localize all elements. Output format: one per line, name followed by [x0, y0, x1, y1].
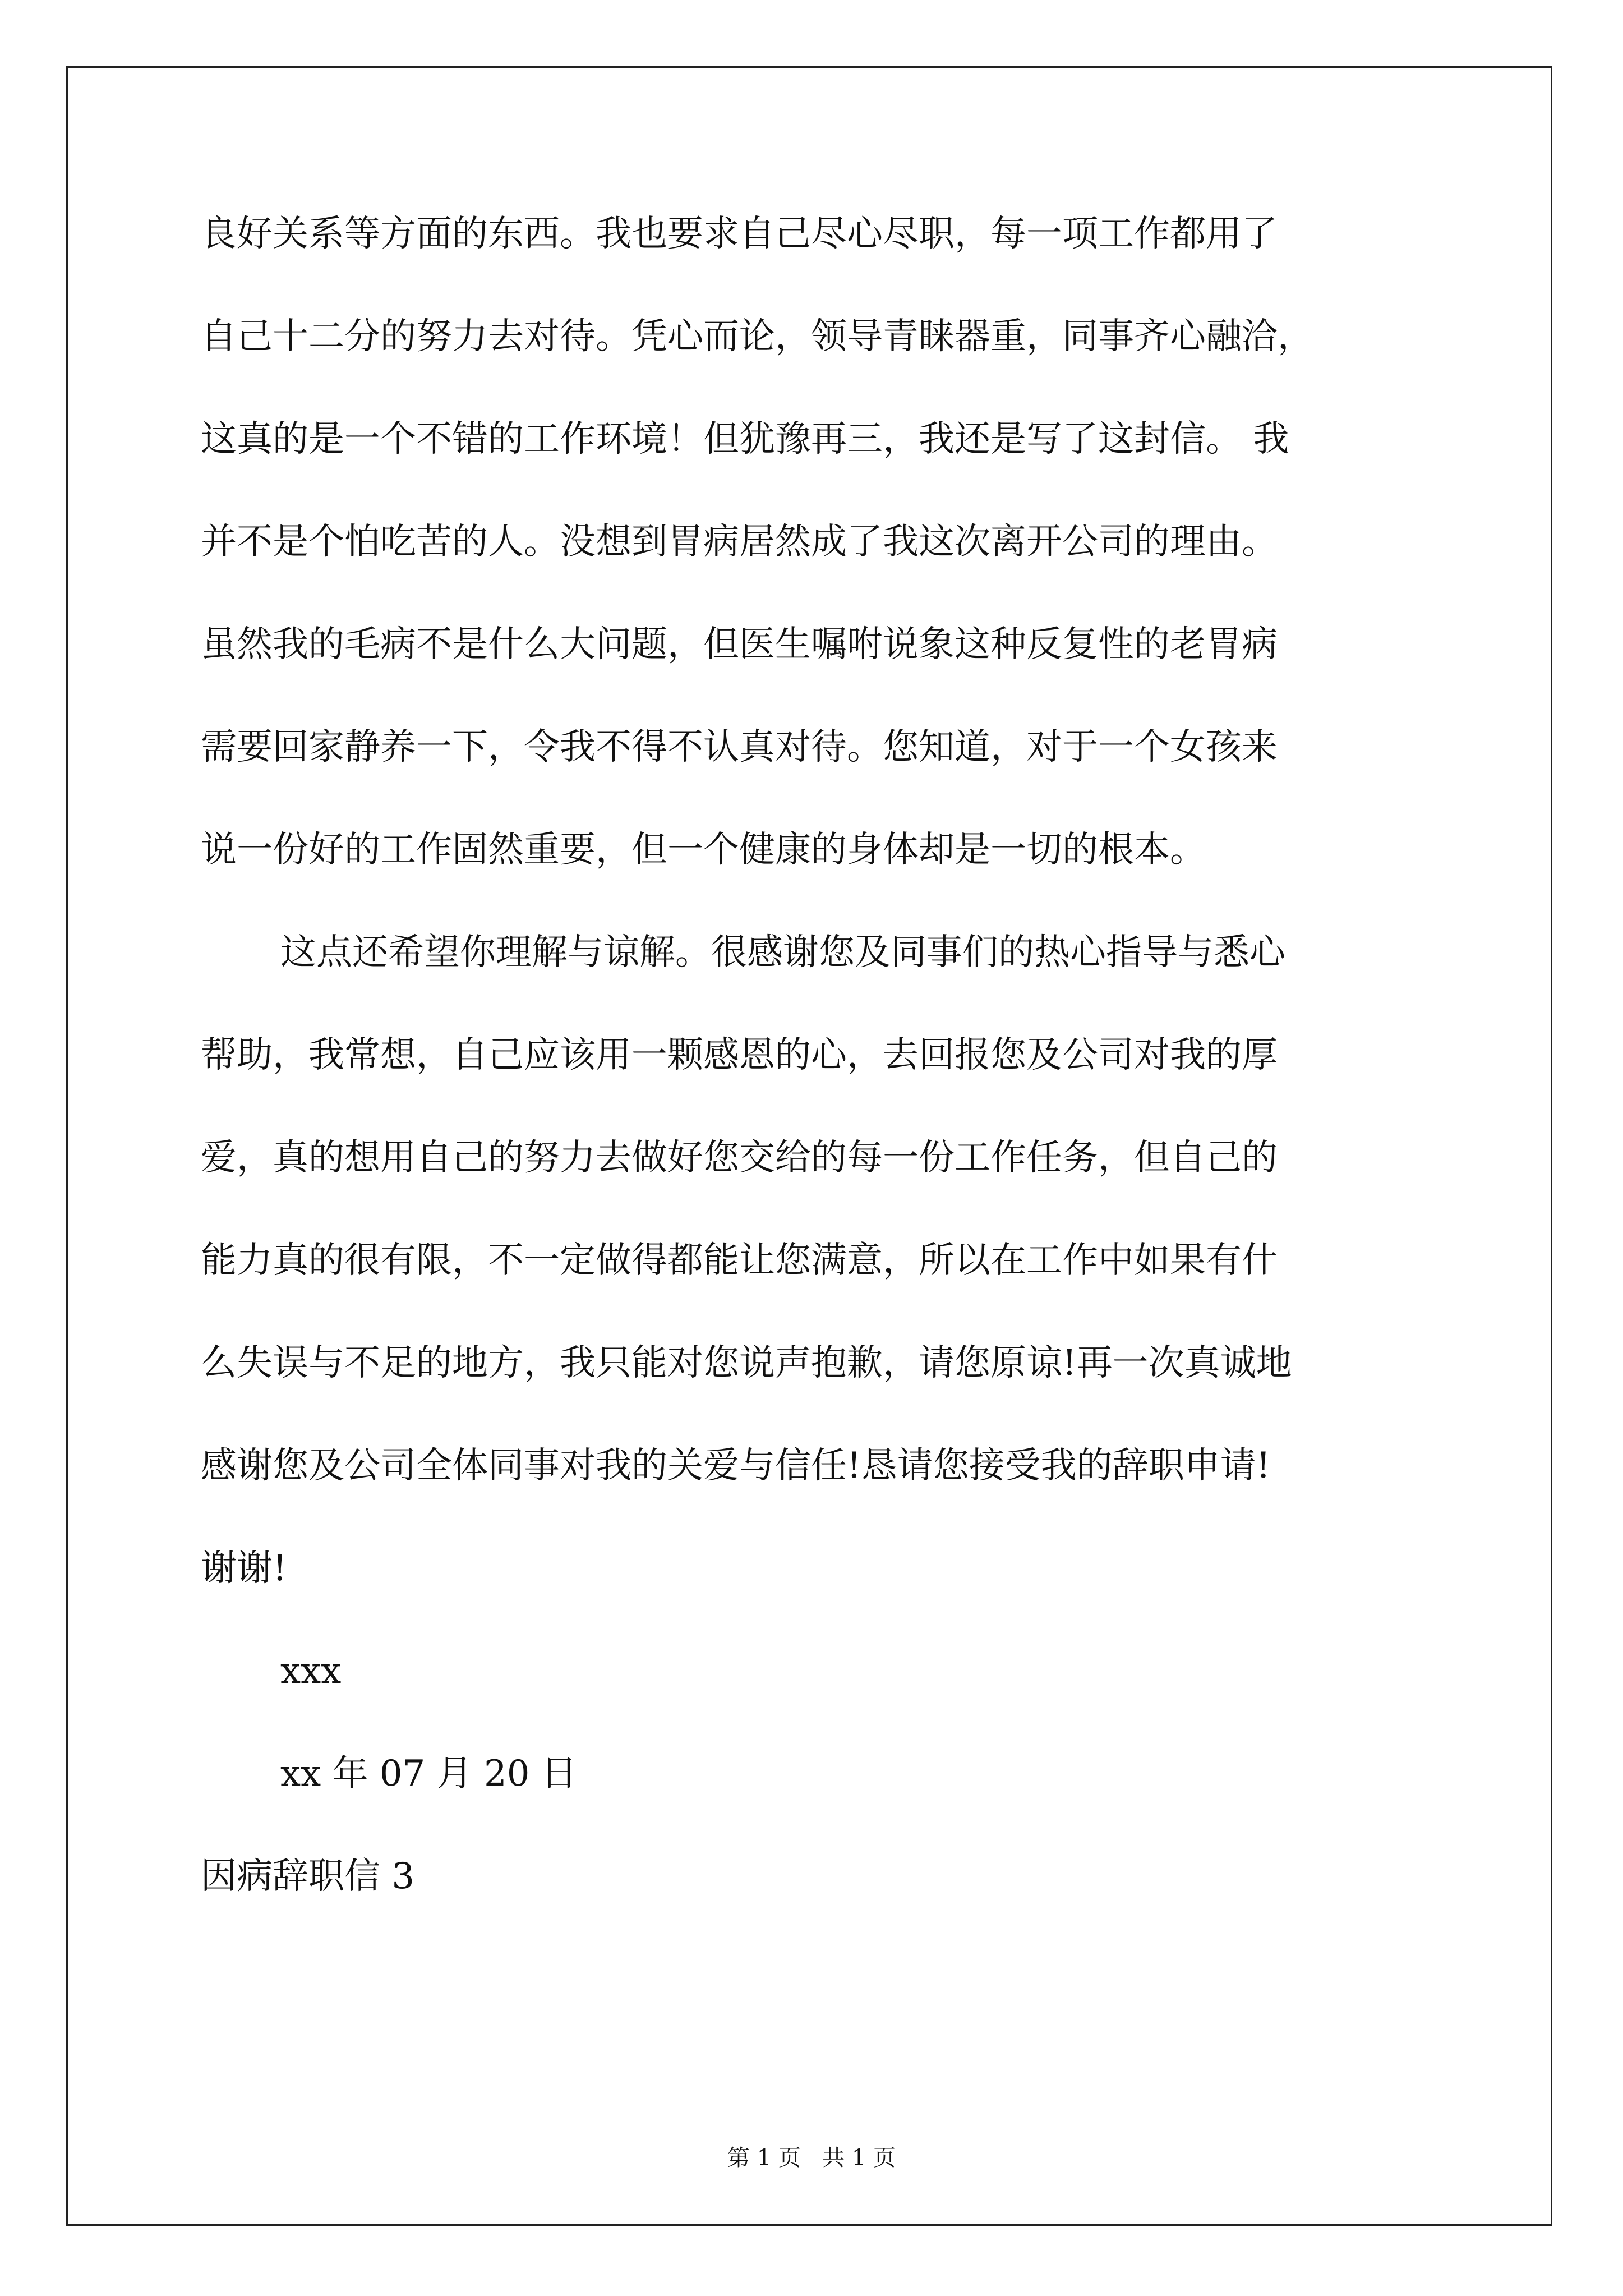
body-line-1: 良好关系等方面的东西。我也要求自己尽心尽职，每一项工作都用了	[201, 213, 1278, 255]
body-line-5: 虽然我的毛病不是什么大问题，但医生嘱咐说象这种反复性的老胃病	[201, 624, 1278, 665]
paragraph-2-line-6: 感谢您及公司全体同事对我的关爱与信任!恳请您接受我的辞职申请!	[201, 1445, 1271, 1487]
paragraph-2-line-3: 爱，真的想用自己的努力去做好您交给的每一份工作任务，但自己的	[201, 1137, 1278, 1179]
paragraph-2-line-4: 能力真的很有限，不一定做得都能让您满意，所以在工作中如果有什	[201, 1240, 1278, 1281]
next-letter-title: 因病辞职信 3	[201, 1856, 415, 1897]
paragraph-2-line-2: 帮助，我常想，自己应该用一颗感恩的心，去回报您及公司对我的厚	[201, 1034, 1278, 1076]
body-line-4: 并不是个怕吃苦的人。没想到胃病居然成了我这次离开公司的理由。	[201, 521, 1278, 563]
signature-date: xx 年 07 月 20 日	[280, 1753, 577, 1795]
body-line-6: 需要回家静养一下，令我不得不认真对待。您知道，对于一个女孩来	[201, 726, 1278, 768]
paragraph-2-line-1: 这点还希望你理解与谅解。很感谢您及同事们的热心指导与悉心	[280, 932, 1285, 973]
paragraph-2-line-7: 谢谢!	[201, 1548, 287, 1589]
body-line-7: 说一份好的工作固然重要，但一个健康的身体却是一切的根本。	[201, 829, 1206, 871]
body-line-2: 自己十二分的努力去对待。凭心而论，领导青睐器重，同事齐心融洽，	[201, 316, 1313, 357]
body-line-3: 这真的是一个不错的工作环境！但犹豫再三，我还是写了这封信。 我	[201, 418, 1289, 460]
page-footer: 第 1 页 共 1 页	[727, 2145, 896, 2171]
paragraph-2-line-5: 么失误与不足的地方，我只能对您说声抱歉，请您原谅!再一次真诚地	[201, 1342, 1292, 1384]
signature-name: xxx	[280, 1650, 342, 1692]
